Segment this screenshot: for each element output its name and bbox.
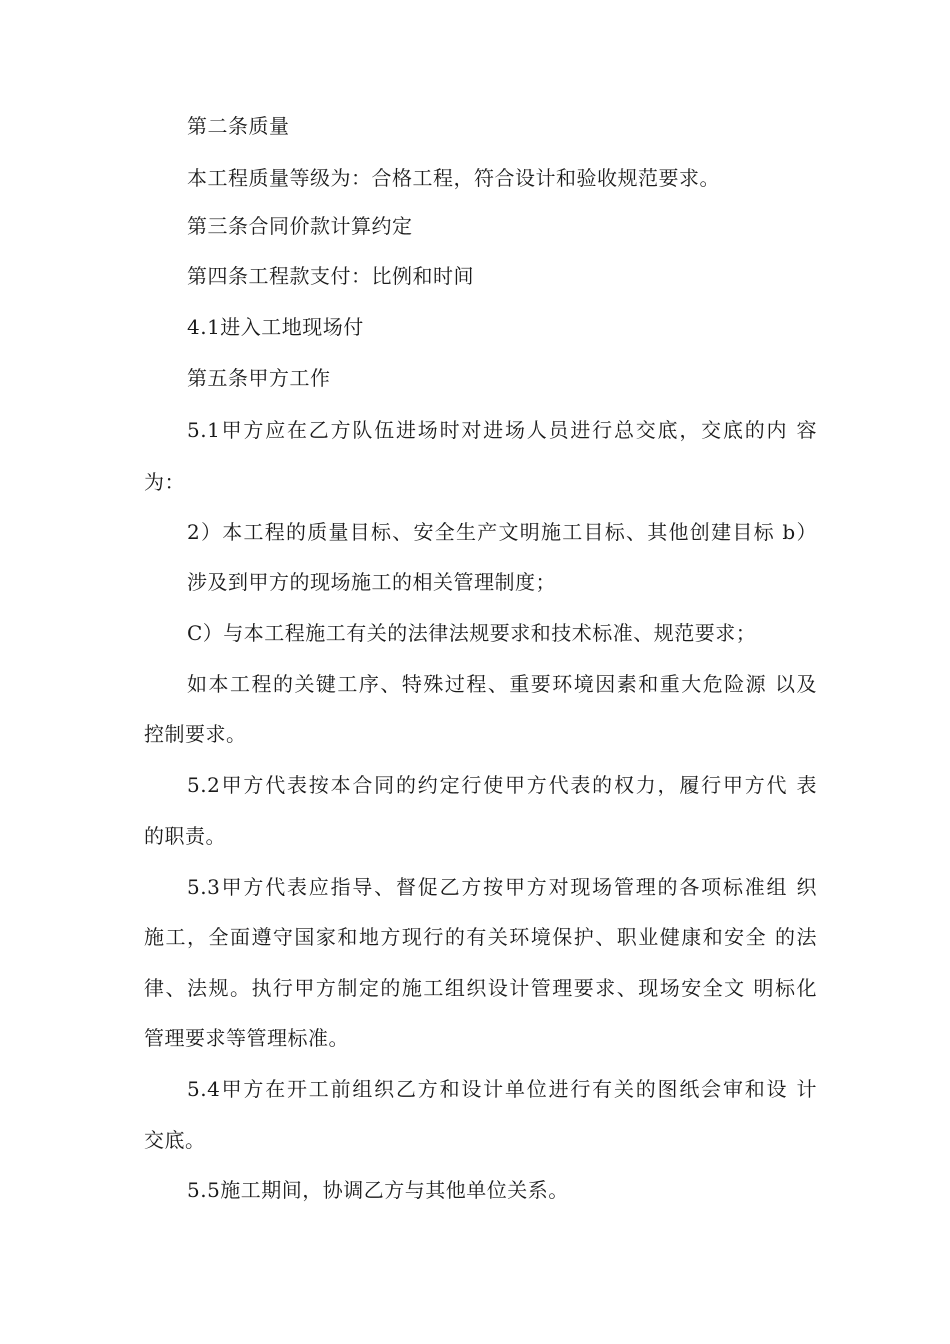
- list-item-c: C）与本工程施工有关的法律法规要求和技术标准、规范要求；: [187, 621, 757, 645]
- heading-article-2: 第二条质量: [187, 114, 290, 138]
- heading-article-3: 第三条合同价款计算约定: [187, 214, 413, 238]
- clause-5-3-line-2: 施工，全面遵守国家和地方现行的有关环境保护、职业健康和安全 的法: [144, 925, 817, 949]
- list-item-a: 2）本工程的质量目标、安全生产文明施工目标、其他创建目标 b）: [187, 520, 817, 544]
- list-item-b: 涉及到甲方的现场施工的相关管理制度；: [187, 570, 556, 594]
- clause-5-3-line-1: 5.3甲方代表应指导、督促乙方按甲方对现场管理的各项标准组 织: [187, 875, 817, 899]
- clause-5-4-line-2: 交底。: [144, 1128, 206, 1152]
- heading-article-5: 第五条甲方工作: [187, 366, 331, 390]
- list-item-d-line-1: 如本工程的关键工序、特殊过程、重要环境因素和重大危险源 以及: [187, 672, 817, 696]
- clause-5-5: 5.5施工期间，协调乙方与其他单位关系。: [187, 1178, 569, 1202]
- clause-5-4-line-1: 5.4甲方在开工前组织乙方和设计单位进行有关的图纸会审和设 计: [187, 1077, 817, 1101]
- clause-5-2-line-2: 的职责。: [144, 824, 226, 848]
- heading-article-4: 第四条工程款支付：比例和时间: [187, 264, 474, 288]
- clause-5-2-line-1: 5.2甲方代表按本合同的约定行使甲方代表的权力，履行甲方代 表: [187, 773, 817, 797]
- list-item-d-line-2: 控制要求。: [144, 722, 247, 746]
- paragraph-line: 本工程质量等级为：合格工程，符合设计和验收规范要求。: [187, 166, 720, 190]
- clause-4-1: 4.1进入工地现场付: [187, 315, 364, 339]
- clause-5-1-line-1: 5.1甲方应在乙方队伍进场时对进场人员进行总交底，交底的内 容: [187, 418, 817, 442]
- clause-5-1-line-2: 为：: [144, 470, 185, 494]
- clause-5-3-line-3: 律、法规。执行甲方制定的施工组织设计管理要求、现场安全文 明标化: [144, 976, 817, 1000]
- clause-5-3-line-4: 管理要求等管理标准。: [144, 1026, 349, 1050]
